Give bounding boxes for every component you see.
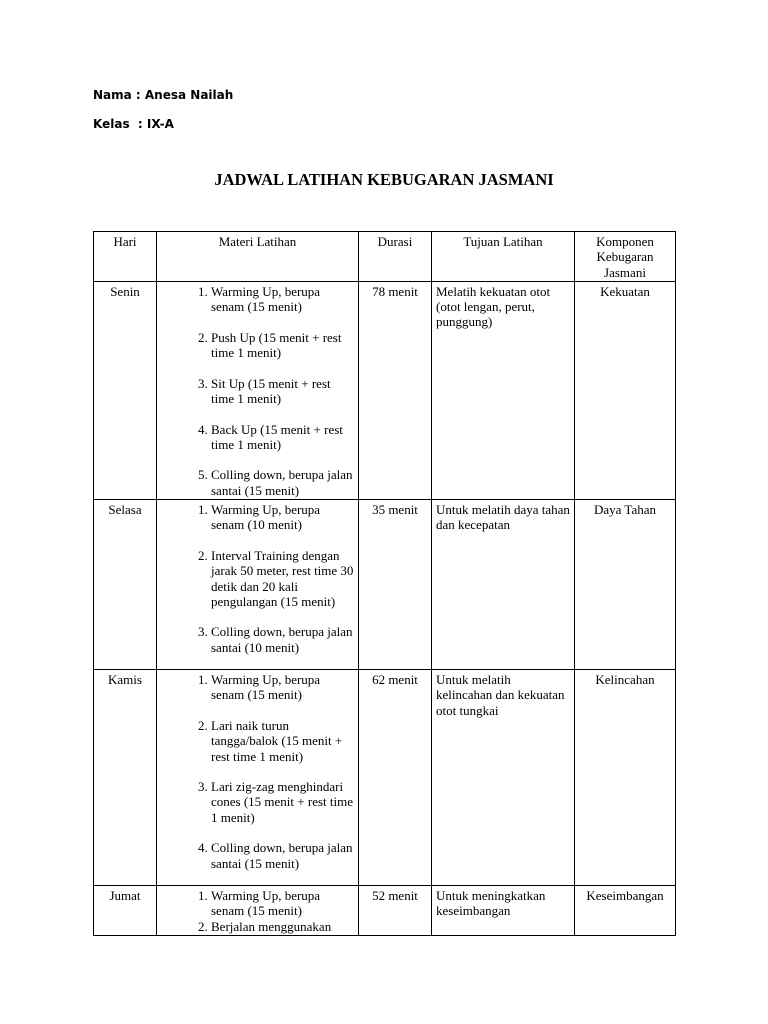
student-class: Kelas : IX-A: [93, 117, 174, 131]
table-row: [94, 281, 676, 499]
list-item: 2. Berjalan menggunakan: [211, 919, 354, 934]
column-header-materi: Materi Latihan: [157, 232, 359, 282]
cell-hari: Senin: [94, 281, 157, 499]
table-row: [94, 670, 676, 886]
cell-durasi: 52 menit: [359, 886, 432, 936]
student-name: Nama : Anesa Nailah: [93, 88, 234, 102]
cell-hari: Selasa: [94, 500, 157, 670]
cell-tujuan: Untuk melatih kelincahan dan kekuatan otot tungkai: [432, 670, 575, 886]
list-item: 2. Lari naik turun tangga/balok (15 menit + rest time 1 menit): [211, 718, 354, 764]
column-header-komponen: Komponen Kebugaran Jasmani: [575, 232, 676, 282]
cell-materi: [157, 886, 359, 936]
table-header-row: [94, 232, 676, 282]
cell-hari: Kamis: [94, 670, 157, 886]
cell-materi: [157, 670, 359, 886]
list-item: 4. Colling down, berupa jalan santai (15 menit): [211, 840, 354, 871]
cell-durasi: 78 menit: [359, 281, 432, 499]
table-row: [94, 500, 676, 670]
cell-tujuan: Melatih kekuatan otot (otot lengan, perut, punggung): [432, 281, 575, 499]
list-item: 1. Warming Up, berupa senam (15 menit): [211, 672, 354, 703]
document-title: JADWAL LATIHAN KEBUGARAN JASMANI: [214, 170, 554, 189]
cell-komponen: Kelincahan: [575, 670, 676, 886]
list-item: 1. Warming Up, berupa senam (15 menit): [211, 888, 354, 919]
column-header-tujuan: Tujuan Latihan: [432, 232, 575, 282]
list-item: 3. Lari zig-zag menghindari cones (15 menit + rest time 1 menit): [211, 779, 354, 825]
list-item: 2. Push Up (15 menit + rest time 1 menit): [211, 330, 354, 361]
cell-komponen: Daya Tahan: [575, 500, 676, 670]
cell-tujuan: Untuk meningkatkan keseimbangan: [432, 886, 575, 936]
list-item: 5. Colling down, berupa jalan santai (15 menit): [211, 467, 354, 498]
cell-durasi: 35 menit: [359, 500, 432, 670]
list-item: 2. Interval Training dengan jarak 50 meter, rest time 30 detik dan 20 kali pengulangan (15 menit): [211, 548, 354, 609]
cell-durasi: 62 menit: [359, 670, 432, 886]
cell-komponen: Kekuatan: [575, 281, 676, 499]
list-item: 4. Back Up (15 menit + rest time 1 menit): [211, 422, 354, 453]
cell-hari: Jumat: [94, 886, 157, 936]
cell-materi: [157, 281, 359, 499]
column-header-hari: Hari: [94, 232, 157, 282]
cell-materi: [157, 500, 359, 670]
list-item: 1. Warming Up, berupa senam (10 menit): [211, 502, 354, 533]
list-item: 1. Warming Up, berupa senam (15 menit): [211, 284, 354, 315]
cell-tujuan: Untuk melatih daya tahan dan kecepatan: [432, 500, 575, 670]
list-item: 3. Sit Up (15 menit + rest time 1 menit): [211, 376, 354, 407]
cell-komponen: Keseimbangan: [575, 886, 676, 936]
list-item: 3. Colling down, berupa jalan santai (10 menit): [211, 624, 354, 655]
schedule-table: [93, 231, 676, 936]
column-header-durasi: Durasi: [359, 232, 432, 282]
table-row: [94, 886, 676, 936]
